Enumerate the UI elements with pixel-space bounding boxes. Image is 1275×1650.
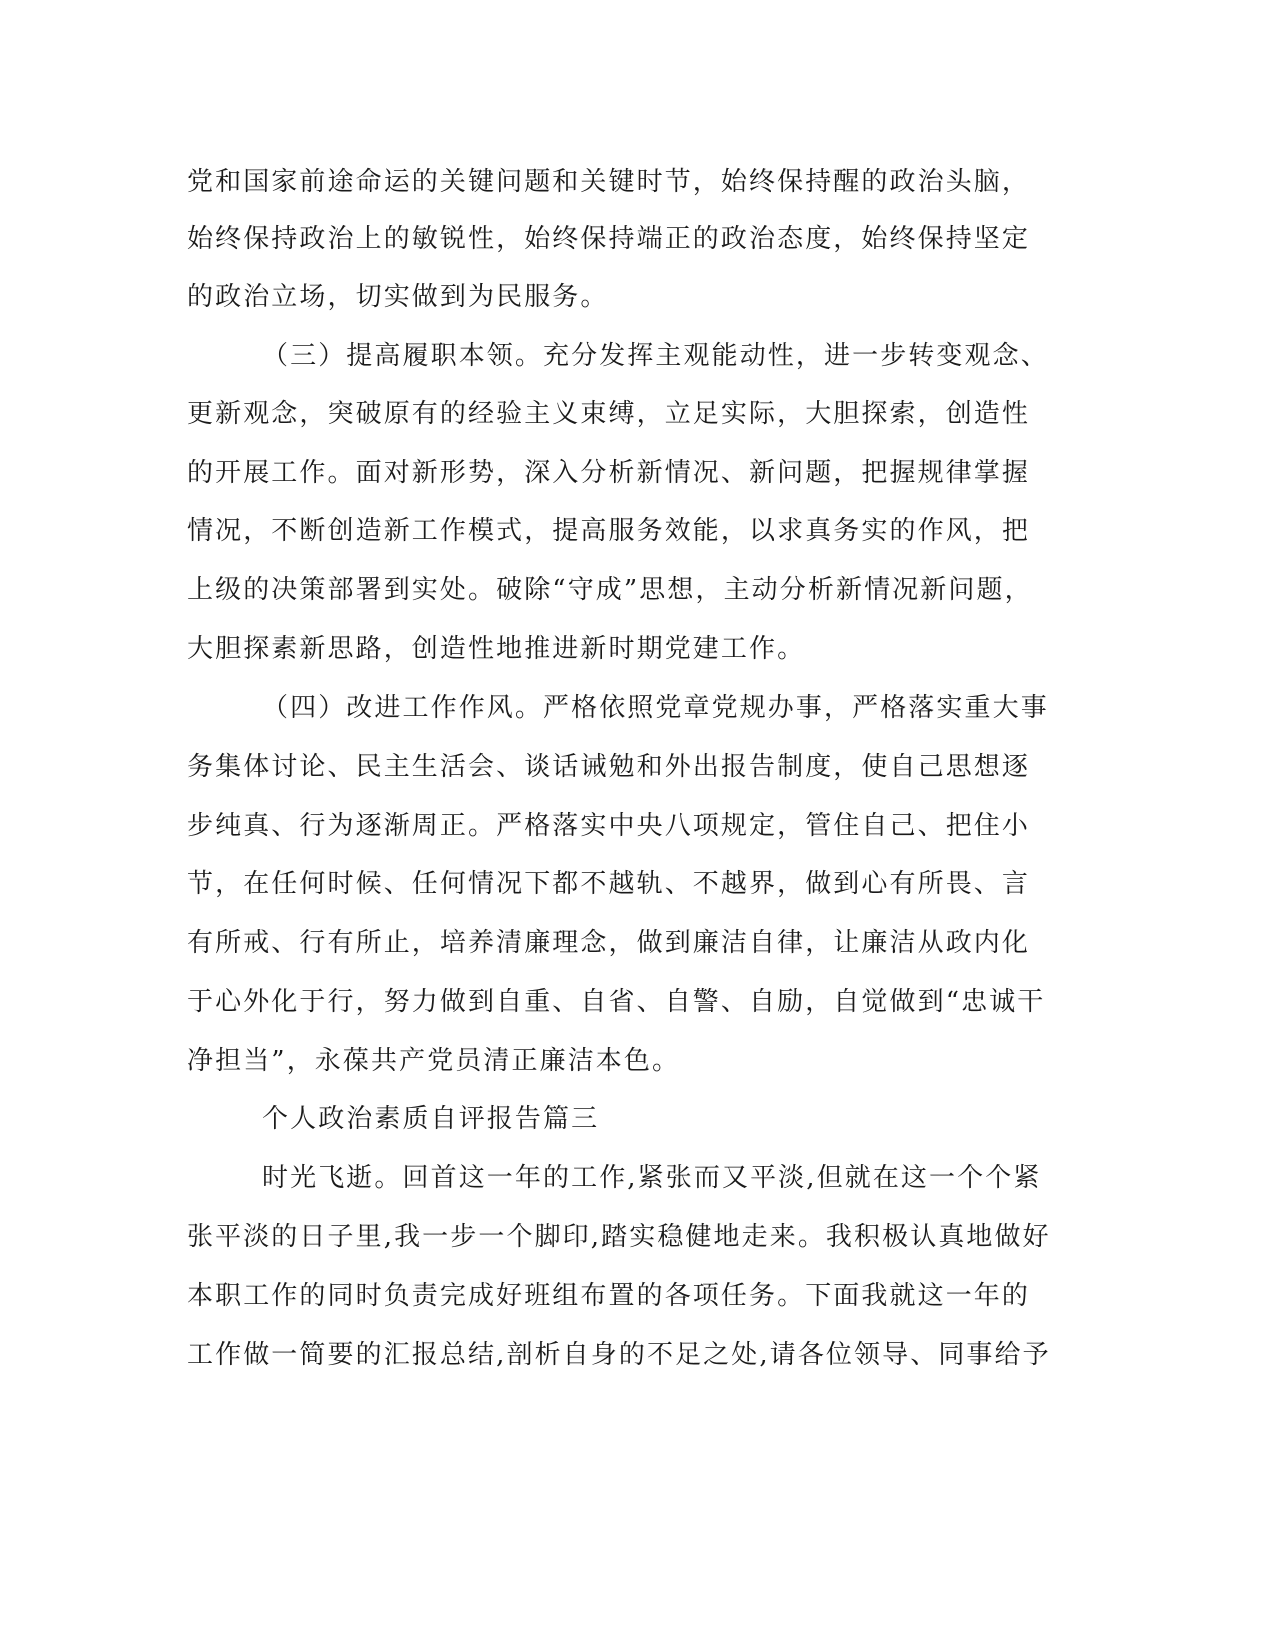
text-line: 大胆探素新思路，创造性地推进新时期党建工作。 <box>187 634 806 664</box>
text-line: 于心外化于行，努力做到自重、自省、自警、自励，自觉做到“忠诚干 <box>187 987 1046 1017</box>
text-line: 时光飞逝。回首这一年的工作,紧张而又平淡,但就在这一个个紧 <box>262 1163 1042 1193</box>
text-line: 情况，不断创造新工作模式，提高服务效能，以求真务实的作风，把 <box>187 516 1031 546</box>
text-line: 净担当”，永葆共产党员清正廉洁本色。 <box>187 1046 681 1076</box>
text-line: 党和国家前途命运的关键问题和关键时节，始终保持醒的政治头脑， <box>187 167 1031 197</box>
text-line: 工作做一简要的汇报总结,剖析自身的不足之处,请各位领导、同事给予 <box>187 1340 1051 1370</box>
article-title: 个人政治素质自评报告篇三 <box>262 1104 600 1134</box>
text-line: 步纯真、行为逐渐周正。严格落实中央八项规定，管住自己、把住小 <box>187 811 1031 841</box>
text-line: 始终保持政治上的敏锐性，始终保持端正的政治态度，始终保持坚定 <box>187 224 1031 254</box>
text-line: 上级的决策部署到实处。破除“守成”思想，主动分析新情况新问题， <box>187 575 1033 605</box>
text-line: 的政治立场，切实做到为民服务。 <box>187 282 609 312</box>
text-line: 节，在任何时候、任何情况下都不越轨、不越界，做到心有所畏、言 <box>187 869 1031 899</box>
text-line: 有所戒、行有所止，培养清廉理念，做到廉洁自律，让廉洁从政内化 <box>187 928 1031 958</box>
text-line: 的开展工作。面对新形势，深入分析新情况、新问题，把握规律掌握 <box>187 458 1031 488</box>
text-line: 更新观念，突破原有的经验主义束缚，立足实际，大胆探索，创造性 <box>187 399 1031 429</box>
text-line: 务集体讨论、民主生活会、谈话诫勉和外出报告制度，使自己思想逐 <box>187 752 1031 782</box>
text-line: 本职工作的同时负责完成好班组布置的各项任务。下面我就这一年的 <box>187 1281 1031 1311</box>
section-heading-line: （四）改进工作作风。严格依照党章党规办事，严格落实重大事 <box>262 693 1049 723</box>
text-line: 张平淡的日子里,我一步一个脚印,踏实稳健地走来。我积极认真地做好 <box>187 1222 1051 1252</box>
section-heading-line: （三）提高履职本领。充分发挥主观能动性，进一步转变观念、 <box>262 341 1049 371</box>
